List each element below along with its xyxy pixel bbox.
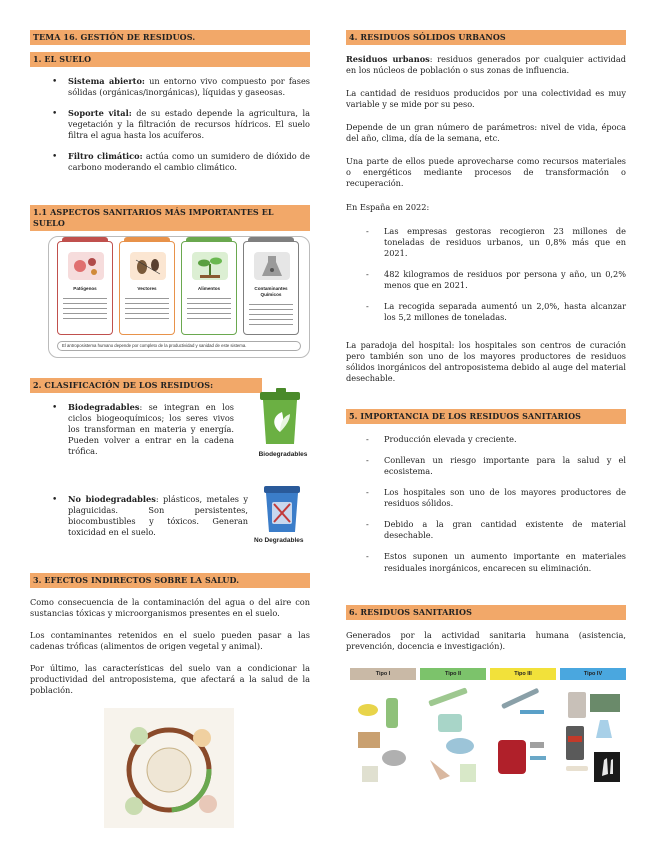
section-sanitarios-header: 6. RESIDUOS SANITARIOS: [346, 605, 626, 620]
efectos-p3: Por último, las características del suelo van a condicionar la productividad del antroposistema, que afectará a la salud de la población.: [30, 663, 310, 696]
general-waste-icon: [350, 680, 416, 790]
clasificacion-list-2: [30, 494, 248, 538]
bio-bin-label: Biodegradables: [258, 451, 308, 459]
list-item: • Biodegradables: se integran en los ciclos biogeoquímicos; los seres vivos los transforman en materia y energía. Pueden volver a entrar en la cadena trófica.: [30, 402, 234, 457]
list-item: - Los hospitales son uno de los mayores productores de residuos sólidos.: [346, 487, 626, 509]
list-item: • Soporte vital: de su estado depende la agricultura, la vegetación y la filtración de recursos hídricos. El suelo filtra el agua hasta los acuíferos.: [30, 108, 310, 141]
waste-type-4: Tipo IV: [560, 668, 626, 790]
waste-type-2: Tipo II: [420, 668, 486, 790]
clasificacion-list: [30, 402, 234, 457]
list-item: • Filtro climático: actúa como un sumidero de dióxido de carbono moderando el cambio climático.: [30, 151, 310, 173]
efectos-p2: Los contaminantes retenidos en el suelo pueden pasar a las cadenas tróficas (alimentos de origen vegetal y animal).: [30, 630, 310, 652]
blue-bin-icon: [254, 482, 314, 534]
insect-icon: [130, 252, 166, 280]
section-suelo-header: 1. EL SUELO: [30, 52, 310, 67]
biohazard-waste-icon: [490, 680, 556, 790]
urbanos-p4: Una parte de ellos puede aprovecharse como recursos materiales o energéticos mediante procesos de transformación o recuperación.: [346, 156, 626, 189]
soil-cycle-illustration: [104, 708, 234, 828]
suelo-list: [30, 76, 310, 173]
nobio-bin-figure: [254, 482, 320, 548]
list-item: - 482 kilogramos de residuos por persona y año, un 0,2% menos que en 2021.: [346, 269, 626, 291]
importancia-list: [346, 434, 626, 574]
list-item: - La recogida separada aumentó un 2,0%, hasta alcanzar los 5,2 millones de toneladas.: [346, 301, 626, 323]
efectos-p1: Como consecuencia de la contaminación del agua o del aire con sustancias tóxicas y microorganismos presentes en el suelo.: [30, 597, 310, 619]
nobio-bin-label: No Degradables: [254, 537, 304, 545]
list-item: - Debido a la gran cantidad existente de material desechable.: [346, 519, 626, 541]
clinical-waste-icon: [420, 680, 486, 790]
sanitarios-p1: Generados por la actividad sanitaria humana (asistencia, prevención, docencia e investigación).: [346, 630, 626, 652]
section-clasificacion-header: 2. CLASIFICACIÓN DE LOS RESIDUOS:: [30, 378, 262, 393]
section-efectos-header: 3. EFECTOS INDIRECTOS SOBRE LA SALUD.: [30, 573, 310, 588]
topic-title: TEMA 16. GESTIÓN DE RESIDUOS.: [30, 30, 310, 45]
waste-types-figure: [350, 668, 626, 790]
list-item: • Sistema abierto: un entorno vivo compuesto por fases sólidas (orgánicas/inorgánicas), líquidas y gaseosas.: [30, 76, 310, 98]
microbe-icon: [68, 252, 104, 280]
list-item: - Conllevan un riesgo importante para la salud y el ecosistema.: [346, 455, 626, 477]
green-bin-icon: [250, 388, 316, 448]
waste-type-1: Tipo I: [350, 668, 416, 790]
card-contaminantes: Contaminantes Químicos: [243, 241, 299, 335]
card-alimentos: Alimentos: [181, 241, 237, 335]
section-importancia-header: 5. IMPORTANCIA DE LOS RESIDUOS SANITARIOS: [346, 409, 626, 424]
waste-type-3: Tipo III: [490, 668, 556, 790]
aspectos-footer: El antroposistema humano depende por completo de la productividad y sanidad de este sistema.: [57, 341, 301, 351]
urbanos-p6: La paradoja del hospital: los hospitales son centros de curación pero también son uno de los mayores productores de residuos sólidos inorgánicos del antroposistema debido al auge del material desechable.: [346, 340, 626, 384]
bio-bin-figure: [250, 388, 316, 460]
list-item: - Las empresas gestoras recogieron 23 millones de toneladas de residuos urbanos, un 0,8% más que en 2021.: [346, 226, 626, 259]
cycle-diagram: [104, 708, 234, 828]
chemical-icon: [254, 252, 290, 280]
urbanos-def: Residuos urbanos: residuos generados por cualquier actividad en los núcleos de población o sus zonas de influencia.: [346, 54, 626, 76]
list-item: • No biodegradables: plásticos, metales y plaguicidas. Son persistentes, biocombustibles y tóxicos. Generan toxicidad en el suelo.: [30, 494, 248, 538]
section-urbanos-header: 4. RESIDUOS SÓLIDOS URBANOS: [346, 30, 626, 45]
list-item: - Producción elevada y creciente.: [346, 434, 626, 445]
hazardous-waste-icon: [560, 680, 626, 790]
card-vectores: Vectores: [119, 241, 175, 335]
section-aspectos-header: 1.1 ASPECTOS SANITARIOS MÁS IMPORTANTES EL SUELO: [30, 205, 310, 231]
plant-icon: [192, 252, 228, 280]
card-patogenos: Patógenos: [57, 241, 113, 335]
urbanos-p5: En España en 2022:: [346, 202, 430, 212]
aspectos-infographic: [48, 236, 310, 358]
list-item: - Estos suponen un aumento importante en materiales residuales inorgánicos, encarecen su eliminación.: [346, 551, 626, 573]
urbanos-list: [346, 226, 626, 323]
urbanos-p2: La cantidad de residuos producidos por una colectividad es muy variable y se mide por su peso.: [346, 88, 626, 110]
urbanos-p3: Depende de un gran número de parámetros: nivel de vida, época del año, clima, día de la semana, etc.: [346, 122, 626, 144]
